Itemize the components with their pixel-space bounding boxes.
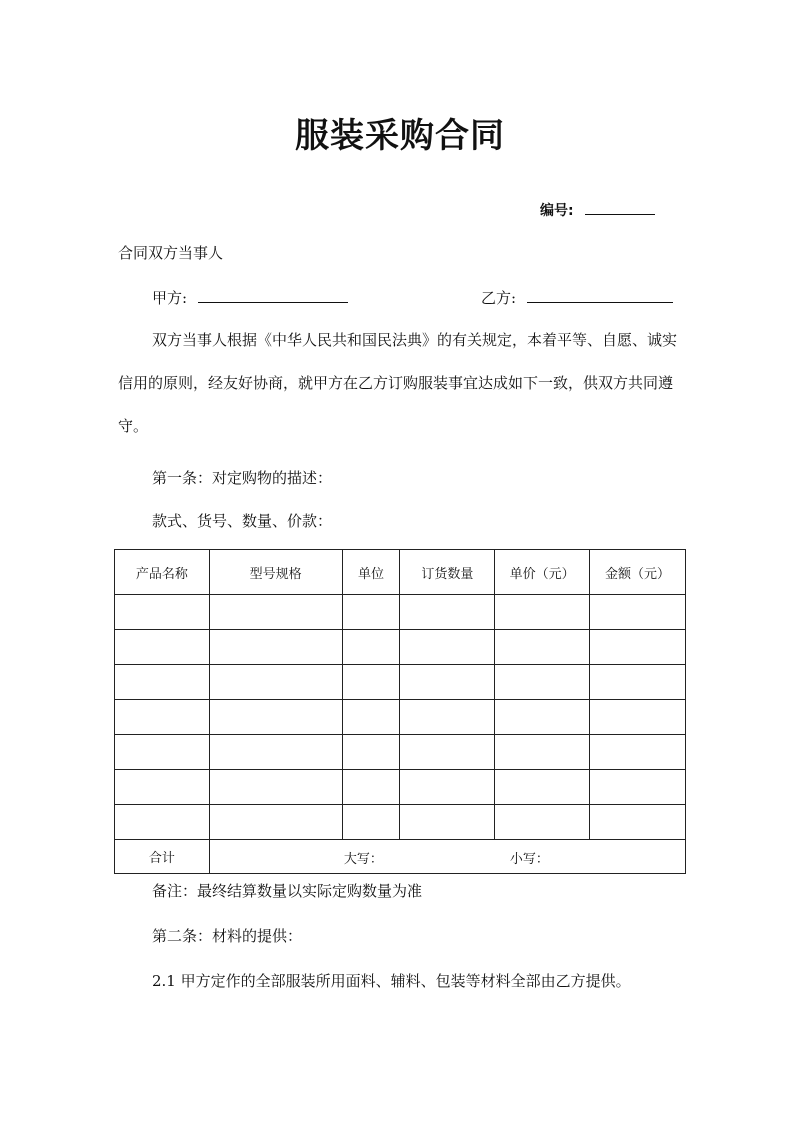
party-a-label: 甲方: xyxy=(152,289,188,307)
table-row xyxy=(115,630,686,665)
table-cell[interactable] xyxy=(342,700,400,735)
table-cell[interactable] xyxy=(495,630,590,665)
preamble-paragraph: 双方当事人根据《中华人民共和国民法典》的有关规定，本着平等、自愿、诚实信用的原则，经友好协商，就甲方在乙方订购服装事宜达成如下一致，供双方共同遵守。 xyxy=(118,331,678,435)
table-row xyxy=(115,805,686,840)
table-cell[interactable] xyxy=(115,735,210,770)
table-cell[interactable] xyxy=(495,805,590,840)
parties-heading: 合同双方当事人 xyxy=(118,244,224,262)
order-table xyxy=(114,549,686,874)
table-cell[interactable] xyxy=(209,770,342,805)
table-total-row xyxy=(115,840,686,874)
table-row xyxy=(115,770,686,805)
party-b xyxy=(481,287,673,308)
contract-number-label: 编号: xyxy=(540,203,574,219)
table-cell[interactable] xyxy=(495,770,590,805)
table-cell[interactable] xyxy=(209,735,342,770)
party-b-label: 乙方: xyxy=(481,289,517,307)
table-cell[interactable] xyxy=(209,700,342,735)
header-unit: 单位 xyxy=(342,550,400,595)
table-cell[interactable] xyxy=(342,735,400,770)
table-cell[interactable] xyxy=(590,735,686,770)
table-row xyxy=(115,665,686,700)
article-2-heading: 第二条：材料的提供： xyxy=(152,927,303,945)
table-cell[interactable] xyxy=(115,630,210,665)
party-b-blank[interactable] xyxy=(527,288,673,303)
table-row xyxy=(115,595,686,630)
table-cell[interactable] xyxy=(400,700,495,735)
total-lowercase-label: 小写： xyxy=(509,852,549,867)
table-cell[interactable] xyxy=(342,665,400,700)
party-a xyxy=(152,287,348,308)
total-uppercase-label: 大写： xyxy=(343,852,383,867)
contract-number-blank[interactable] xyxy=(585,200,655,215)
table-cell[interactable] xyxy=(495,665,590,700)
article-1-subheading: 款式、货号、数量、价款： xyxy=(152,512,333,530)
total-amount-cell[interactable] xyxy=(209,840,685,874)
table-cell[interactable] xyxy=(400,630,495,665)
table-cell[interactable] xyxy=(209,805,342,840)
table-cell[interactable] xyxy=(115,595,210,630)
table-cell[interactable] xyxy=(495,595,590,630)
table-cell[interactable] xyxy=(590,700,686,735)
table-cell[interactable] xyxy=(400,805,495,840)
table-cell[interactable] xyxy=(400,770,495,805)
table-cell[interactable] xyxy=(115,770,210,805)
article-1-heading: 第一条：对定购物的描述： xyxy=(152,469,333,487)
table-cell[interactable] xyxy=(400,665,495,700)
table-cell[interactable] xyxy=(342,770,400,805)
table-cell[interactable] xyxy=(115,700,210,735)
table-cell[interactable] xyxy=(400,595,495,630)
table-cell[interactable] xyxy=(342,805,400,840)
table-note: 备注：最终结算数量以实际定购数量为准 xyxy=(152,882,423,900)
document-title: 服装采购合同 xyxy=(295,116,505,156)
total-label: 合计 xyxy=(115,840,210,874)
header-amount: 金额（元） xyxy=(590,550,686,595)
table-cell[interactable] xyxy=(590,770,686,805)
table-cell[interactable] xyxy=(115,805,210,840)
table-cell[interactable] xyxy=(495,700,590,735)
table-row xyxy=(115,700,686,735)
contract-number xyxy=(540,200,655,220)
table-header-row xyxy=(115,550,686,595)
table-cell[interactable] xyxy=(590,630,686,665)
header-unit-price: 单价（元） xyxy=(495,550,590,595)
table-cell[interactable] xyxy=(209,595,342,630)
header-order-quantity: 订货数量 xyxy=(400,550,495,595)
table-cell[interactable] xyxy=(342,630,400,665)
table-cell[interactable] xyxy=(495,735,590,770)
party-a-blank[interactable] xyxy=(198,288,348,303)
table-cell[interactable] xyxy=(342,595,400,630)
table-cell[interactable] xyxy=(400,735,495,770)
table-cell[interactable] xyxy=(590,805,686,840)
table-cell[interactable] xyxy=(115,665,210,700)
table-cell[interactable] xyxy=(209,630,342,665)
table-cell[interactable] xyxy=(209,665,342,700)
header-product-name: 产品名称 xyxy=(115,550,210,595)
header-model-spec: 型号规格 xyxy=(209,550,342,595)
table-cell[interactable] xyxy=(590,595,686,630)
clause-2-1: 2.1 甲方定作的全部服装所用面料、辅料、包装等材料全部由乙方提供。 xyxy=(152,972,631,990)
table-cell[interactable] xyxy=(590,665,686,700)
table-row xyxy=(115,735,686,770)
